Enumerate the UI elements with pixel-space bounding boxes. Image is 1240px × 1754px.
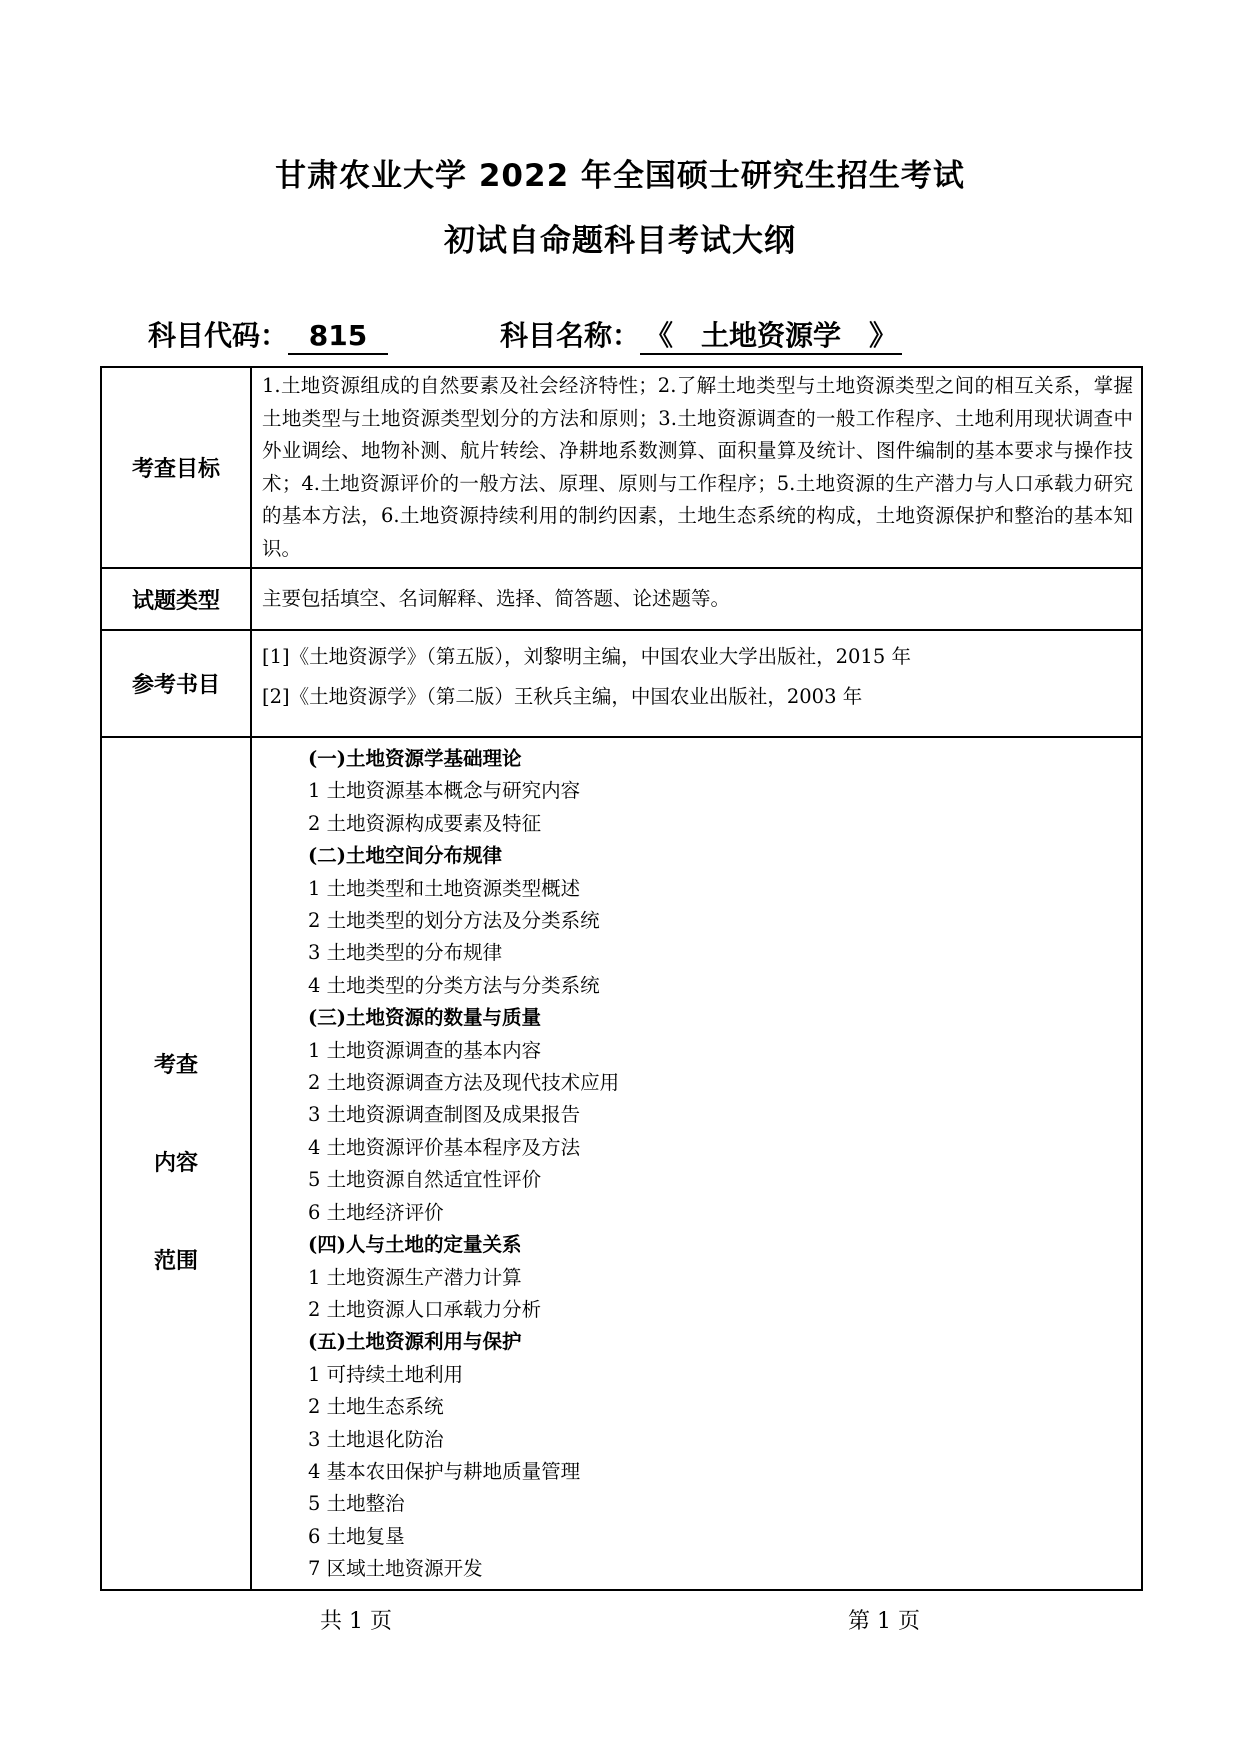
section-title: (一)土地资源学基础理论: [308, 747, 522, 770]
list-item: 1 可持续土地利用: [308, 1362, 464, 1386]
scope-label-part: 内容: [153, 1150, 198, 1176]
references-label: 参考书目: [101, 630, 251, 737]
list-item: 4 土地资源评价基本程序及方法: [308, 1135, 581, 1159]
list-item: 2 土地类型的划分方法及分类系统: [308, 909, 600, 933]
list-item: 1 土地资源生产潜力计算: [308, 1265, 522, 1289]
list-item: 4 基本农田保护与耕地质量管理: [308, 1459, 581, 1483]
subject-name-label: 科目名称：: [500, 319, 641, 352]
list-item: 2 土地资源人口承载力分析: [308, 1297, 542, 1321]
subject-code-field: [148, 314, 388, 355]
scope-content: [251, 737, 1142, 1590]
list-item: 6 土地复垦: [308, 1524, 405, 1548]
table-row-scope: [101, 737, 1142, 1590]
subject-name-field: [500, 314, 902, 355]
question-type-label: 试题类型: [101, 568, 251, 630]
scope-label: [101, 737, 251, 1590]
subject-code-value: 815: [288, 319, 388, 355]
subject-name-value: 《 土地资源学 》: [640, 319, 902, 355]
list-item: 3 土地退化防治: [308, 1427, 444, 1451]
goal-text: 1.土地资源组成的自然要素及社会经济特性；2.了解土地类型与土地资源类型之间的相互关系，掌握土地类型与土地资源类型划分的方法和原则；3.土地资源调查的一般工作程序、土地利用现状调查中外业调绘、地物补测、航片转绘、净耕地系数测算、面积量算及统计、图件编制的基本要求与操作技术；4.土地资源评价的一般方法、原理、原则与工作程序；5.土地资源的生产潜力与人口承载力研究的基本方法，6.土地资源持续利用的制约因素，土地生态系统的构成，土地资源保护和整治的基本知识。: [251, 367, 1142, 568]
list-item: 3 土地类型的分布规律: [308, 941, 503, 965]
list-item: 1 土地类型和土地资源类型概述: [308, 876, 581, 900]
page-number: 第 1 页: [848, 1609, 920, 1634]
reference-item: [1]《土地资源学》（第五版），刘黎明主编，中国农业大学出版社，2015 年: [262, 645, 911, 668]
table-row-question-type: [101, 568, 1142, 630]
list-item: 1 土地资源基本概念与研究内容: [308, 779, 581, 803]
list-item: 2 土地资源构成要素及特征: [308, 811, 542, 835]
list-item: 7 区域土地资源开发: [308, 1557, 483, 1581]
section-title: (二)土地空间分布规律: [308, 844, 502, 868]
scope-label-part: 范围: [153, 1248, 198, 1274]
table-row-references: [101, 630, 1142, 737]
list-item: 2 土地生态系统: [308, 1395, 444, 1419]
list-item: 1 土地资源调查的基本内容: [308, 1038, 542, 1062]
document-title-line1: 甘肃农业大学 2022 年全国硕士研究生招生考试: [275, 158, 965, 194]
list-item: 2 土地资源调查方法及现代技术应用: [308, 1071, 620, 1095]
reference-item: [2]《土地资源学》（第二版）王秋兵主编，中国农业出版社，2003 年: [262, 685, 863, 708]
scope-label-part: 考查: [153, 1052, 198, 1078]
list-item: 5 土地整治: [308, 1492, 405, 1516]
table-row-goal: [101, 367, 1142, 568]
subject-code-label: 科目代码：: [148, 319, 289, 352]
section-title: (五)土地资源利用与保护: [308, 1330, 522, 1354]
section-title: (四)人与土地的定量关系: [308, 1233, 522, 1257]
list-item: 3 土地资源调查制图及成果报告: [308, 1103, 581, 1127]
goal-label: 考查目标: [101, 367, 251, 568]
list-item: 5 土地资源自然适宜性评价: [308, 1168, 542, 1192]
section-title: (三)土地资源的数量与质量: [308, 1006, 541, 1030]
document-title-line2: 初试自命题科目考试大纲: [444, 223, 796, 259]
question-type-text: 主要包括填空、名词解释、选择、简答题、论述题等。: [251, 568, 1142, 630]
syllabus-table: [100, 366, 1143, 1591]
list-item: 6 土地经济评价: [308, 1200, 444, 1224]
list-item: 4 土地类型的分类方法与分类系统: [308, 973, 600, 997]
total-pages: 共 1 页: [320, 1609, 392, 1634]
references-list: [251, 630, 1142, 737]
